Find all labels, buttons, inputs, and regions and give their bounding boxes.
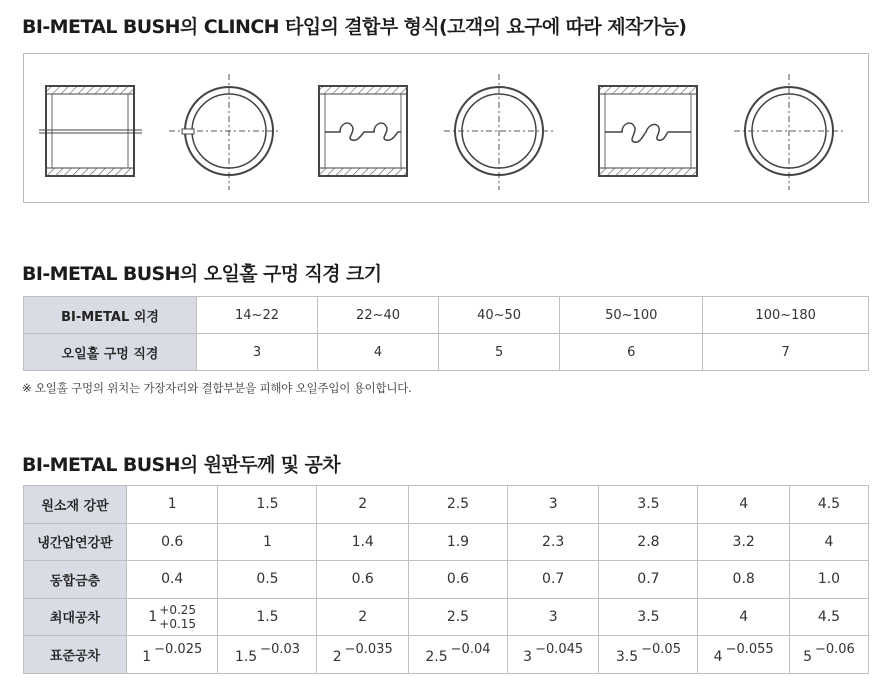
table-cell: 3.5 −0.05 <box>599 636 698 674</box>
table-cell: 2 −0.035 <box>317 636 408 674</box>
table-cell: 50~100 <box>560 297 703 334</box>
table-cell: 4 <box>698 486 789 524</box>
table-cell: 4.5 <box>789 486 868 524</box>
table-cell: 1 −0.025 <box>127 636 218 674</box>
oil-hole-table <box>23 296 869 371</box>
table-cell: 1.5 <box>218 486 317 524</box>
table-cell: 2.8 <box>599 523 698 561</box>
double-clinch-end-view <box>734 74 844 190</box>
table-cell: 0.6 <box>317 561 408 599</box>
table-cell: 5 <box>439 334 560 371</box>
table-row <box>24 636 869 674</box>
table-row <box>24 523 869 561</box>
single-clinch-end-view <box>444 74 554 190</box>
table-cell: 0.4 <box>127 561 218 599</box>
single-clinch-side-view <box>319 86 407 176</box>
table-cell: 14~22 <box>197 297 318 334</box>
table-cell: 1.9 <box>408 523 507 561</box>
table-cell: 3.5 <box>599 486 698 524</box>
table-row <box>24 334 869 371</box>
row-label: 표준공차 <box>24 636 127 674</box>
outer-diameter-header: BI-METAL 외경 <box>24 297 197 334</box>
oil-hole-section-title: BI-METAL BUSH의 오일홀 구멍 직경 크기 <box>22 263 382 285</box>
table-cell: 3 <box>507 486 598 524</box>
table-cell: 7 <box>703 334 869 371</box>
table-cell: 4 <box>318 334 439 371</box>
table-cell: 3 −0.045 <box>507 636 598 674</box>
table-cell: 4 <box>789 523 868 561</box>
table-row <box>24 598 869 636</box>
table-cell: 2.5 <box>408 486 507 524</box>
double-clinch-side-view <box>599 86 697 176</box>
table-cell: 1.4 <box>317 523 408 561</box>
table-cell: 3 <box>507 598 598 636</box>
table-cell: 5 −0.06 <box>789 636 868 674</box>
row-label: 냉간압연강판 <box>24 523 127 561</box>
table-row <box>24 561 869 599</box>
row-label: 동합금층 <box>24 561 127 599</box>
clinch-diagram-panel <box>23 53 869 203</box>
table-row <box>24 486 869 524</box>
table-cell: 100~180 <box>703 297 869 334</box>
table-cell: 4 −0.055 <box>698 636 789 674</box>
table-cell: 3 <box>197 334 318 371</box>
table-cell: 1.5 <box>218 598 317 636</box>
table-cell: 0.6 <box>408 561 507 599</box>
thickness-section-title: BI-METAL BUSH의 원판두께 및 공차 <box>22 454 341 476</box>
row-label: 최대공차 <box>24 598 127 636</box>
table-cell: 1 <box>218 523 317 561</box>
table-cell: 1 <box>127 486 218 524</box>
table-cell: 2.5 −0.04 <box>408 636 507 674</box>
table-cell: 0.5 <box>218 561 317 599</box>
table-cell: 0.6 <box>127 523 218 561</box>
table-cell: 1.0 <box>789 561 868 599</box>
table-cell <box>127 598 218 636</box>
thickness-tolerance-table <box>23 485 869 674</box>
table-cell: 1.5 −0.03 <box>218 636 317 674</box>
table-cell: 40~50 <box>439 297 560 334</box>
table-cell: 2.5 <box>408 598 507 636</box>
clinch-diagrams-svg <box>24 54 870 204</box>
straight-joint-end-view <box>169 74 279 190</box>
table-cell: 22~40 <box>318 297 439 334</box>
table-row <box>24 297 869 334</box>
table-cell: 2.3 <box>507 523 598 561</box>
table-cell: 2 <box>317 598 408 636</box>
oil-hole-note: ※ 오일홀 구멍의 위치는 가장자리와 결합부분을 피해야 오일주입이 용이합니다. <box>22 381 412 395</box>
table-cell: 6 <box>560 334 703 371</box>
table-cell: 3.2 <box>698 523 789 561</box>
straight-joint-side-view <box>39 86 142 176</box>
table-cell: 0.8 <box>698 561 789 599</box>
table-cell: 2 <box>317 486 408 524</box>
table-cell: 3.5 <box>599 598 698 636</box>
row-label: 원소재 강판 <box>24 486 127 524</box>
clinch-section-title: BI-METAL BUSH의 CLINCH 타입의 결합부 형식(고객의 요구에 따라 제작가능) <box>22 16 687 38</box>
table-cell: 0.7 <box>507 561 598 599</box>
table-cell: 4 <box>698 598 789 636</box>
max-tolerance-value: 1 +0.25 +0.15 <box>148 602 197 631</box>
table-cell: 0.7 <box>599 561 698 599</box>
hole-diameter-header: 오일홀 구멍 직경 <box>24 334 197 371</box>
table-cell: 4.5 <box>789 598 868 636</box>
